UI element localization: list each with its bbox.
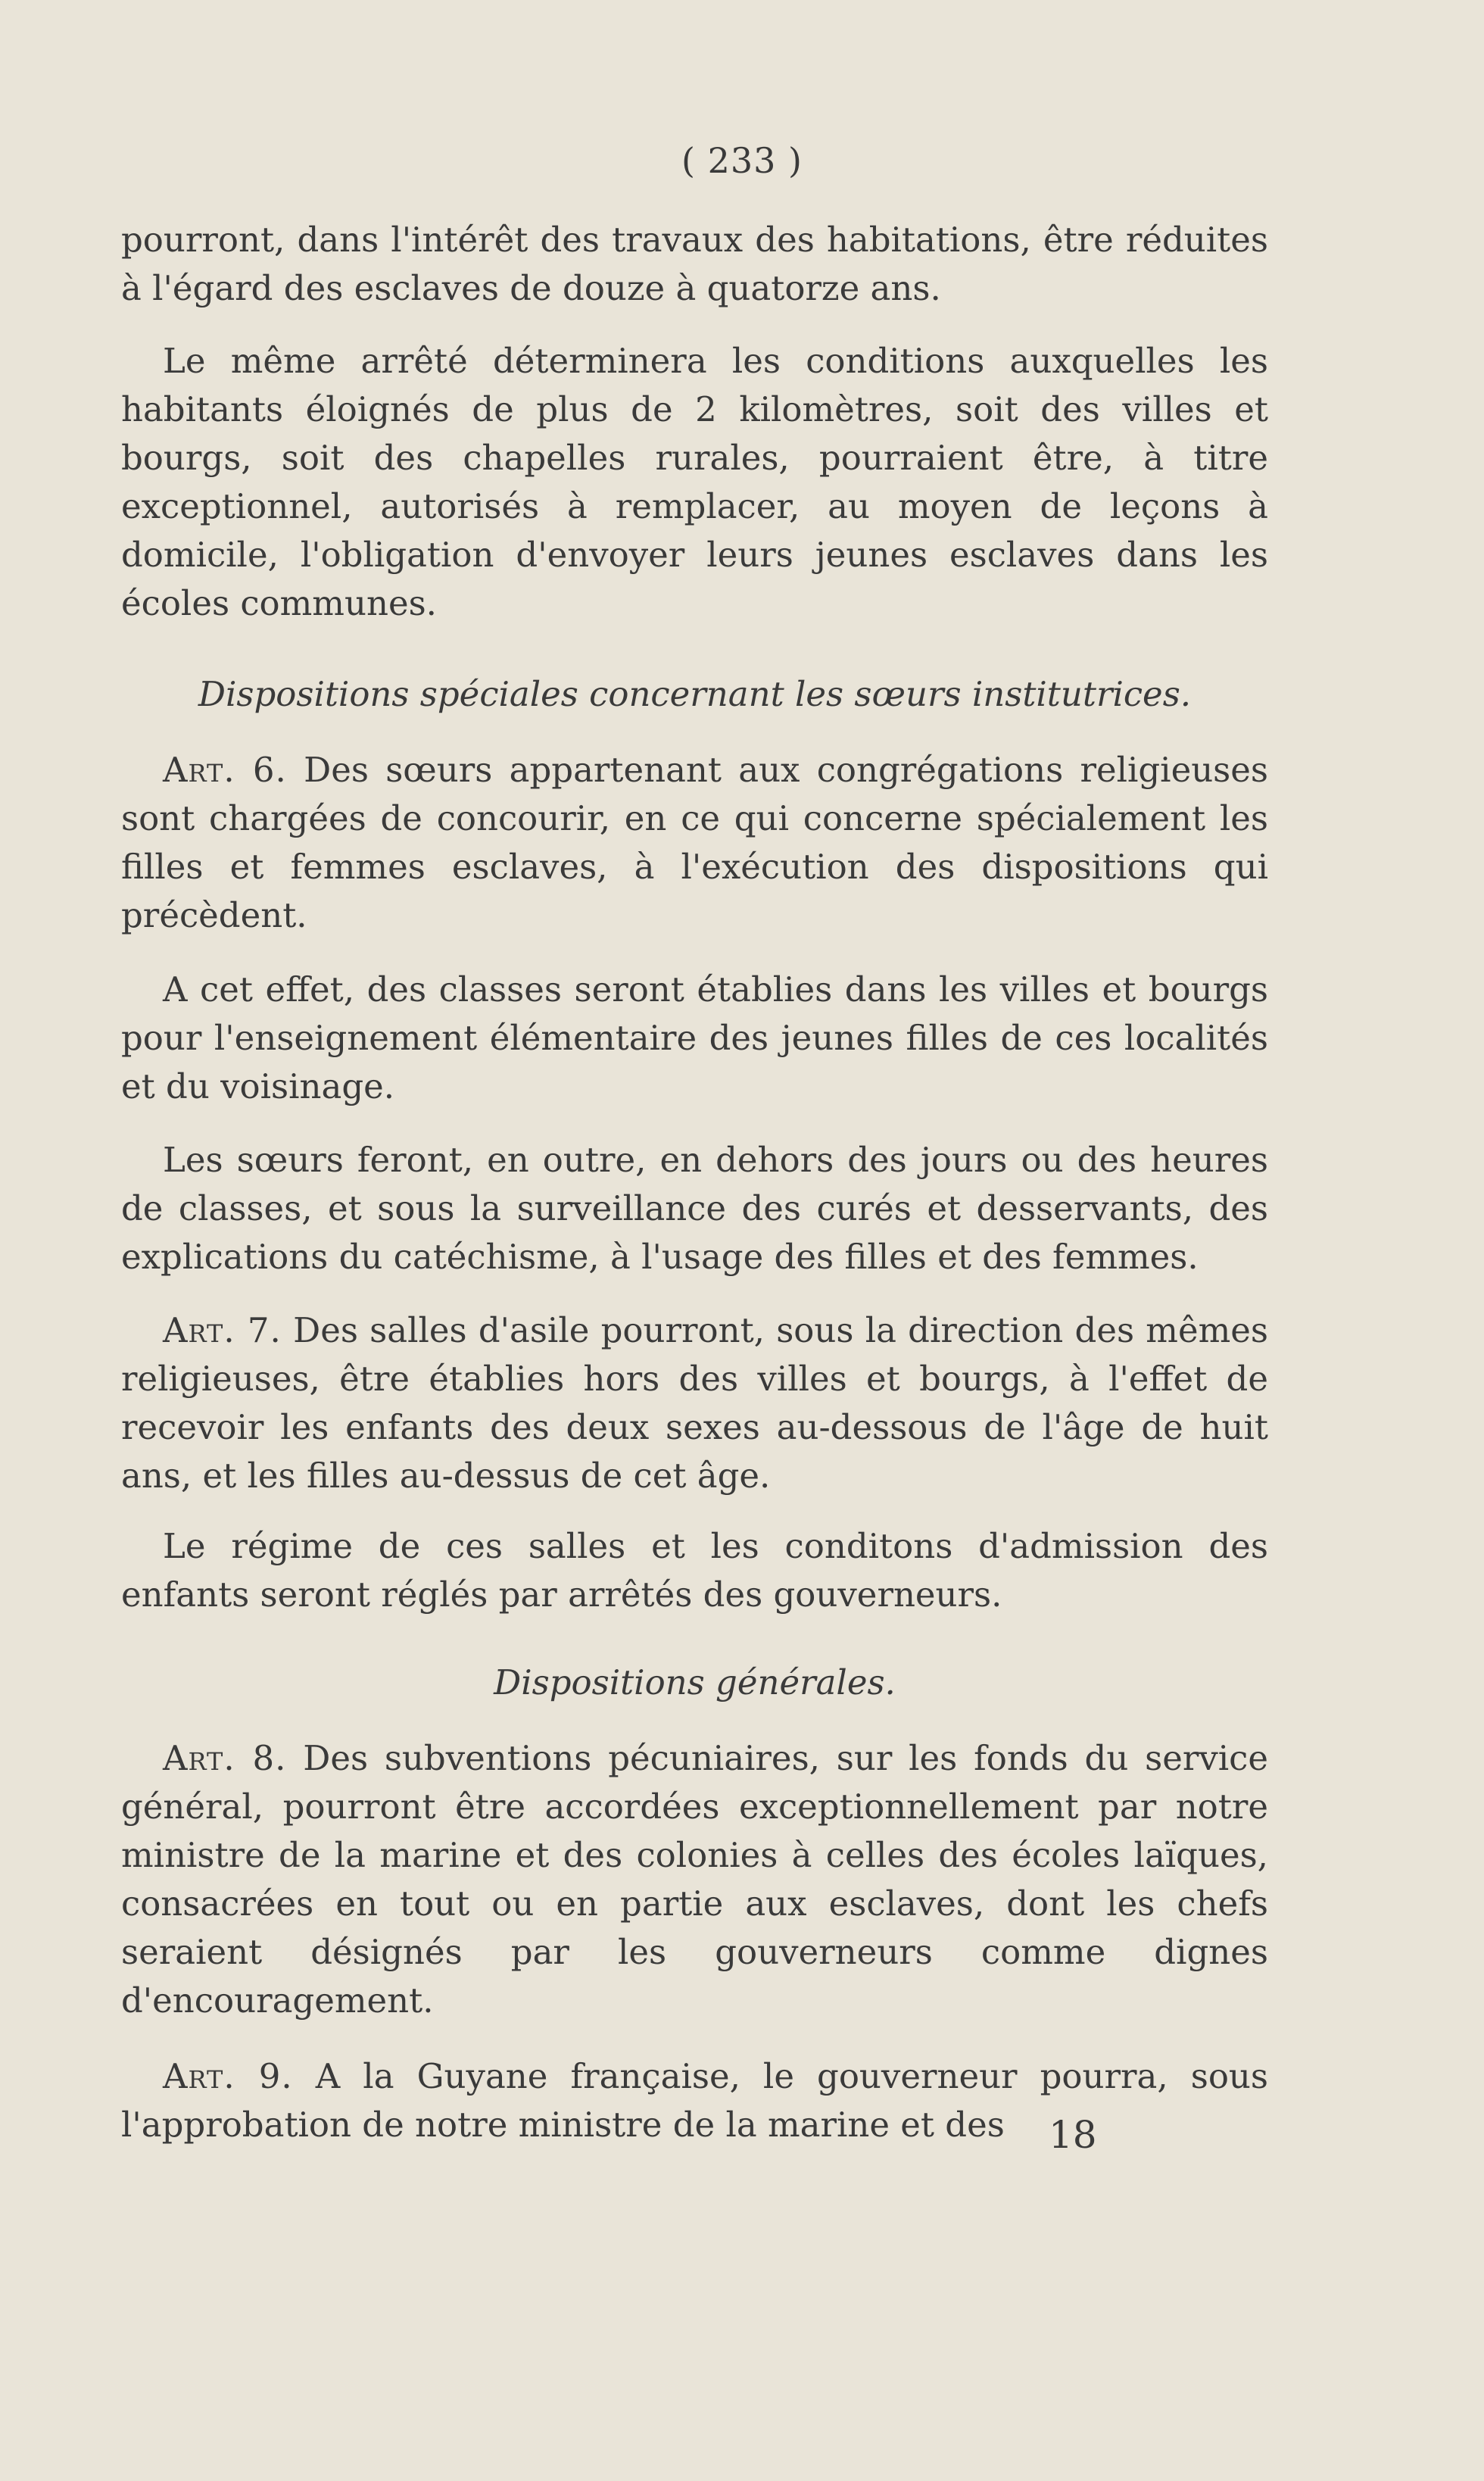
- article-8-label: Art. 8.: [163, 1738, 287, 1778]
- article-7-text: Des salles d'asile pourront, sous la direction des mêmes religieuses, être établies hors des villes et bourgs, à l'effet de recevoir les enfants des deux sexes au-dessous de l'âge de huit ans, et les filles au-dessus de cet âge.: [121, 1310, 1268, 1496]
- paragraph-continuation: [121, 216, 1268, 313]
- paragraph-1: pourront, dans l'intérêt des travaux des habitations, être réduites à l'égard des esclaves de douze à quatorze ans.: [121, 220, 1268, 308]
- article-9-text: A la Guyane française, le gouverneur pourra, sous l'approbation de notre ministre de la marine et des: [121, 2056, 1268, 2145]
- article-7-label: Art. 7.: [163, 1310, 282, 1350]
- section-heading-generales: Dispositions générales.: [494, 1662, 896, 1702]
- article-6-block: [121, 746, 1268, 940]
- paragraph-block-5: [121, 966, 1268, 1111]
- page-header: ( 233 ): [681, 140, 803, 181]
- signature-mark: 18: [1049, 2113, 1097, 2157]
- article-6-paragraph: [121, 746, 1268, 940]
- paragraph-2: Le même arrêté déterminera les conditions auxquelles les habitants éloignés de plus de 2 kilomètres, soit des villes et bourgs, soit des chapelles rurales, pourraient être, à titre exceptionnel, autorisés à remplacer, au moyen de leçons à domicile, l'obligation d'envoyer leurs jeunes esclaves dans les écoles communes.: [121, 341, 1268, 623]
- paragraph-6: Les sœurs feront, en outre, en dehors des jours ou des heures de classes, et sous la surveillance des curés et desservants, des explications du catéchisme, à l'usage des filles et des femmes.: [121, 1140, 1268, 1277]
- article-7-block: [121, 1306, 1268, 1500]
- article-6-text: Des sœurs appartenant aux congrégations religieuses sont chargées de concourir, en ce qui concerne spécialement les filles et femmes esclaves, à l'exécution des dispositions qui précèdent.: [121, 750, 1269, 935]
- article-8-text: Des subventions pécuniaires, sur les fonds du service général, pourront être accordées exceptionnellement par notre ministre de la marine et des colonies à celles des écoles laïques, consacrées en tout ou en partie aux esclaves, dont les chefs seraient désignés par les gouverneurs comme dignes d'encouragement.: [121, 1738, 1268, 2021]
- heading-block-2: [121, 1659, 1268, 1707]
- paragraph-block-2: [121, 337, 1268, 628]
- paragraph-5: A cet effet, des classes seront établies dans les villes et bourgs pour l'enseignement élémentaire des jeunes filles de ces localités et du voisinage.: [121, 969, 1268, 1106]
- article-9-label: Art. 9.: [163, 2056, 293, 2096]
- section-heading-soeurs: Dispositions spéciales concernant les sœurs institutrices.: [198, 674, 1192, 714]
- heading-block-1: [121, 670, 1268, 719]
- article-8-paragraph: [121, 1734, 1268, 2025]
- article-6-label: Art. 6.: [163, 750, 287, 790]
- article-7-paragraph: [121, 1306, 1268, 1500]
- paragraph-8: Le régime de ces salles et les conditons d'admission des enfants seront réglés par arrêtés des gouverneurs.: [121, 1526, 1268, 1615]
- paragraph-block-8: [121, 1522, 1268, 1619]
- article-8-block: [121, 1734, 1268, 2025]
- paragraph-block-6: [121, 1136, 1268, 1281]
